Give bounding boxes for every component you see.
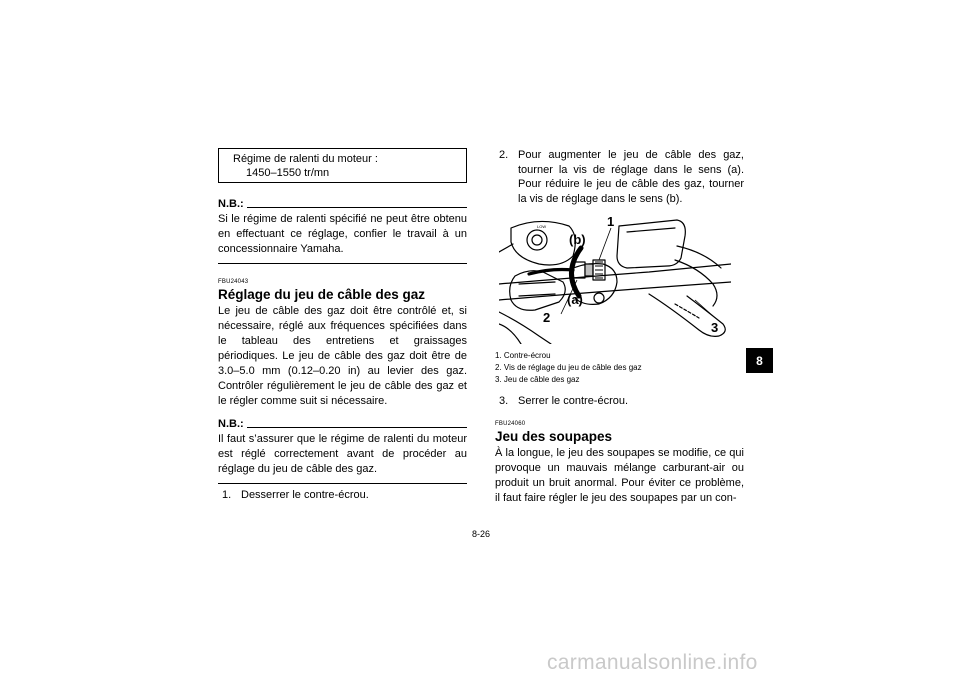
- legend-item: 2. Vis de réglage du jeu de câble des gaz: [495, 363, 642, 372]
- section-title: Réglage du jeu de câble des gaz: [218, 287, 426, 302]
- throttle-cable-figure: [499, 212, 731, 344]
- step-2: 2. Pour augmenter le jeu de câble des gaz, tourner la vis de réglage dans le sens (a). Pour réduire le jeu de câble des gaz, tourner la vis de réglage dans le sens (b).: [499, 149, 744, 205]
- note-divider: [218, 263, 467, 264]
- right-column: [495, 148, 744, 506]
- section-paragraph: Le jeu de câble des gaz doit être contrôlé et, si nécessaire, réglé aux fréquences spécifiées dans le tableau des entretiens et graissages périodiques. Le jeu de câble des gaz doit être de 3.0–5.0 mm (0.12–0.20 in) au levier des gaz. Contrôler régulièrement le jeu de câble des gaz et le régler comme suit si nécessaire.: [218, 305, 467, 407]
- spec-value: 1450–1550 tr/mn: [246, 167, 330, 179]
- callout-3: 3: [711, 320, 719, 335]
- note-heading-2: N.B.:: [218, 418, 467, 430]
- note-text-2: Il faut s’assurer que le régime de ralenti du moteur est réglé correctement avant de procéder au réglage du jeu de câble des gaz.: [218, 433, 467, 475]
- spec-label: Régime de ralenti du moteur :: [233, 153, 378, 165]
- note-text: Si le régime de ralenti spécifié ne peut être obtenu en effectuant ce réglage, confier le travail à un concessionnaire Yamaha.: [218, 213, 467, 255]
- reservoir-low-mark: LOW: [537, 224, 547, 229]
- section-code: FBU24043: [218, 279, 249, 285]
- left-column: [218, 148, 467, 503]
- callout-b: (b): [569, 232, 586, 247]
- watermark: carmanualsonline.info: [547, 651, 758, 674]
- section-code-2: FBU24060: [495, 420, 526, 427]
- handlebar-illustration: [499, 212, 731, 344]
- callout-2: 2: [543, 310, 551, 325]
- section-paragraph-2: À la longue, le jeu des soupapes se modifie, ce qui provoque un mauvais mélange carburant-air ou produit un bruit anormal. Pour éviter ce problème, il faut faire régler le jeu des soupapes par un con-: [495, 446, 744, 504]
- idle-speed-spec-box: [218, 148, 467, 183]
- legend-item: 1. Contre-écrou: [495, 351, 551, 360]
- step-1: 1. Desserrer le contre-écrou.: [222, 489, 369, 501]
- page-number: 8-26: [472, 529, 491, 539]
- section-title-2: Jeu des soupapes: [495, 428, 613, 444]
- figure-legend: [495, 350, 744, 386]
- callout-1: 1: [607, 214, 615, 229]
- note-heading: N.B.:: [218, 198, 467, 210]
- note-divider-2: [218, 483, 467, 484]
- step-3: 3. Serrer le contre-écrou.: [499, 395, 629, 407]
- legend-item: 3. Jeu de câble des gaz: [495, 375, 580, 384]
- chapter-tab: 8: [746, 348, 773, 373]
- callout-a: (a): [567, 292, 583, 307]
